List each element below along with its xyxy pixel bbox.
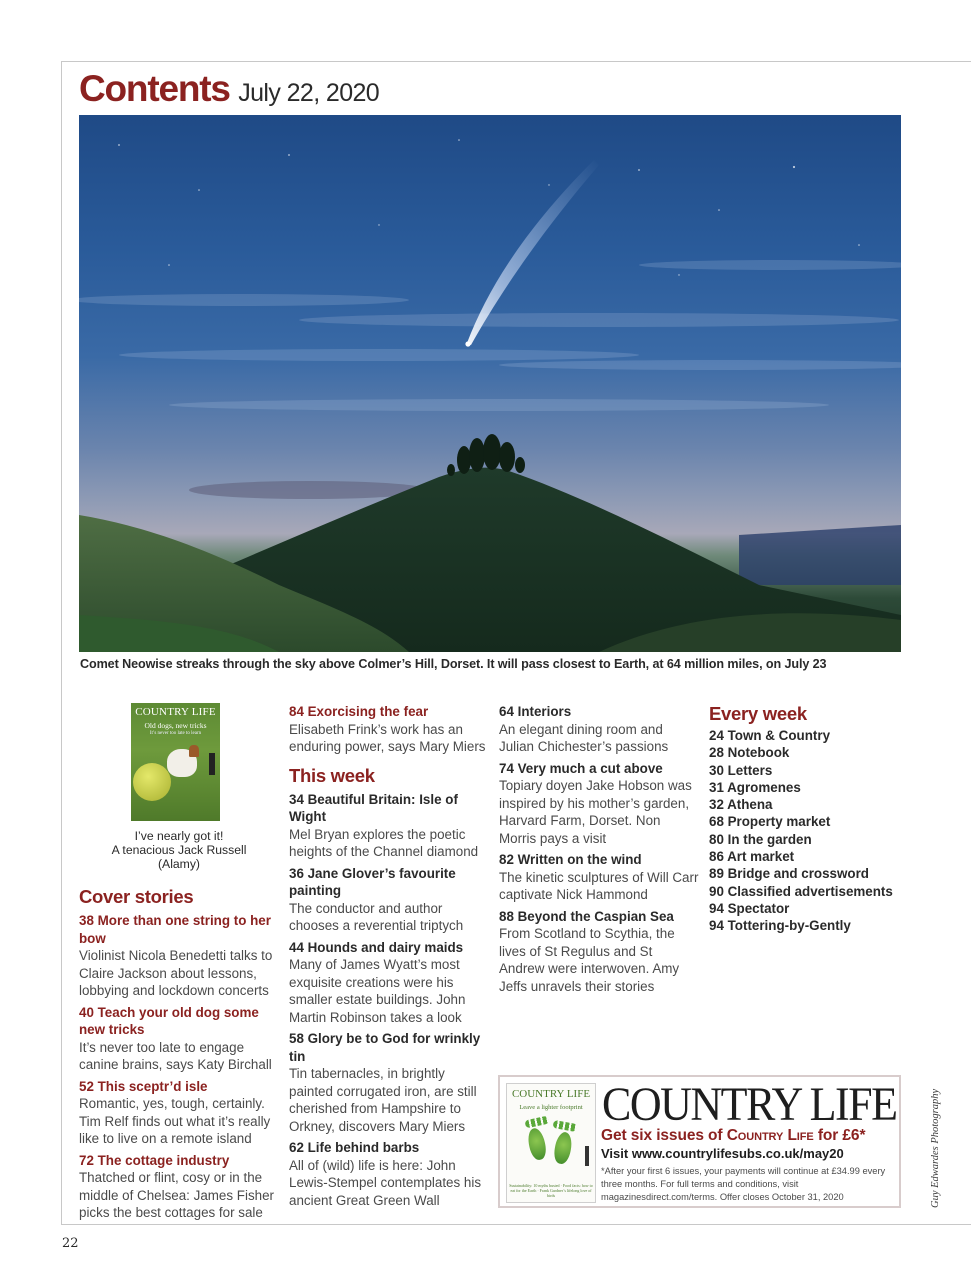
cover-thumbnail-caption [79,829,279,871]
section-heading-every-week: Every week [709,703,807,724]
every-week-item[interactable]: 30 Letters [709,762,773,778]
page-number: 22 [62,1236,79,1251]
barcode-icon [585,1146,589,1166]
ad-cover-footer: Sustainability: 10 myths busted · Food facts: how to eat for the Earth · Frank Gardner’s lifelong love of birds [509,1183,593,1198]
every-week-item[interactable]: 90 Classified advertisements [709,883,893,899]
caption-line: I’ve nearly got it! [134,829,224,843]
contents-entry[interactable] [79,912,279,1000]
column-every-week [709,703,909,935]
hero-photo [79,115,901,652]
cover-subhead: It’s never too late to learn [149,731,202,736]
comet-landscape-illustration [79,115,901,652]
entry-description: Tin tabernacles, in brightly painted corrugated iron, are still cherished from Hampshire to Orkney, discovers Mary Miers [289,1066,477,1134]
every-week-item[interactable]: 68 Property market [709,814,831,830]
ball-icon [133,763,171,801]
entry-description: Many of James Wyatt’s most exquisite creations were his smaller estate buildings. John Martin Robinson takes a look [289,957,466,1025]
issue-date: July 22, 2020 [238,79,380,107]
entry-title[interactable]: 58 Glory be to God for wrinkly tin [289,1031,481,1064]
contents-entry[interactable] [499,851,699,904]
contents-entry[interactable] [289,703,489,756]
contents-entry[interactable] [289,1139,489,1209]
entry-description: The conductor and author chooses a reverential triptych [289,900,464,933]
entry-description: Mel Bryan explores the poetic heights of the Channel diamond [289,826,479,859]
every-week-item[interactable]: 94 Tottering-by-Gently [709,918,851,934]
footprint-toes-icon [552,1120,577,1132]
entry-description: It’s never too late to engage canine brains, says Katy Birchall [79,1039,272,1072]
contents-entry[interactable] [79,1152,279,1222]
entry-description: An elegant dining room and Julian Chichester’s passions [499,721,669,754]
entry-title[interactable]: 36 Jane Glover’s favourite painting [289,865,456,898]
entry-title[interactable]: 82 Written on the wind [499,852,642,867]
magazine-cover-thumbnail[interactable] [131,703,220,821]
entry-title[interactable]: 44 Hounds and dairy maids [289,939,464,955]
contents-entry[interactable] [79,1078,279,1148]
every-week-item[interactable]: 86 Art market [709,849,795,865]
contents-entry[interactable] [289,865,489,935]
entry-description: Romantic, yes, tough, certainly. Tim Relf finds out what it’s really like to live on a remote island [79,1096,271,1146]
ad-cover-masthead: COUNTRY LIFE [511,1088,591,1100]
hero-caption: Comet Neowise streaks through the sky above Colmer’s Hill, Dorset. It will pass closest to Earth, at 64 million miles, on July 23 [80,657,827,671]
page-header [79,68,379,110]
ad-masthead: COUNTRY LIFE [602,1077,897,1131]
entry-title[interactable]: 52 This sceptr’d isle [79,1078,208,1094]
offer-suffix: for £6* [813,1127,866,1144]
every-week-list [709,727,909,935]
entry-description: Violinist Nicola Benedetti talks to Claire Jackson about lessons, lobbying and lockdown concerts [79,948,273,998]
entry-description: Topiary doyen Jake Hobson was inspired by his mother’s garden, Harvard Farm, Dorset. Non Morris pays a visit [499,778,692,846]
caption-line: (Alamy) [158,857,200,871]
ad-offer [601,1127,865,1145]
contents-entry[interactable] [289,1030,489,1135]
offer-prefix: Get six issues of [601,1127,727,1144]
column-cover-stories [79,703,279,1222]
entry-description: Elisabeth Frink’s work has an enduring power, says Mary Miers [289,721,486,754]
ad-magazine-cover [506,1083,596,1203]
entry-description: Thatched or flint, cosy or in the middle of Chelsea: James Fisher picks the best cottages for sale [79,1170,274,1220]
every-week-item[interactable]: 31 Agromenes [709,779,801,795]
entry-title[interactable]: 40 Teach your old dog some new tricks [79,1004,259,1037]
subscription-link[interactable]: Visit www.countrylifesubs.co.uk/may20 [601,1146,844,1161]
entry-title[interactable]: 72 The cottage industry [79,1152,230,1168]
contents-entry[interactable] [499,703,699,756]
column-this-week-2 [499,703,699,995]
photo-credit: Guy Edwardes Photography [930,1088,941,1208]
contents-entry[interactable] [499,760,699,848]
entry-title[interactable]: 84 Exorcising the fear [289,704,429,719]
every-week-item[interactable]: 80 In the garden [709,831,812,847]
cover-masthead: COUNTRY LIFE [135,706,216,718]
subscription-ad[interactable] [498,1075,901,1208]
every-week-item[interactable]: 24 Town & Country [709,728,831,743]
page-title: Contents [79,68,230,109]
entry-title[interactable]: 74 Very much a cut above [499,760,663,776]
entry-title[interactable]: 64 Interiors [499,704,572,719]
entry-title[interactable]: 88 Beyond the Caspian Sea [499,908,674,924]
ad-cover-tagline: Leave a lighter footprint [519,1104,583,1111]
every-week-item[interactable]: 28 Notebook [709,745,790,761]
caption-line: A tenacious Jack Russell [111,843,247,857]
entry-description: All of (wild) life is here: John Lewis-Stempel contemplates his ancient Great Green Wall [289,1157,482,1208]
column-this-week-1 [289,703,489,1209]
section-heading-cover-stories: Cover stories [79,886,194,907]
dog-ear-shape [189,745,199,757]
contents-entry[interactable] [499,908,699,996]
footprint-toes-icon [524,1116,549,1129]
entry-title[interactable]: 34 Beautiful Britain: Isle of Wight [289,791,458,824]
offer-brand: Country Life [726,1127,814,1144]
footprint-icon [526,1127,548,1162]
footprint-icon [552,1131,573,1165]
entry-description: The kinetic sculptures of Will Carr captivate Nick Hammond [499,869,699,902]
every-week-item[interactable]: 94 Spectator [709,900,790,916]
contents-entry[interactable] [289,791,489,861]
barcode-icon [209,753,215,775]
entry-title[interactable]: 62 Life behind barbs [289,1140,420,1155]
contents-entry[interactable] [79,1004,279,1074]
entry-description: From Scotland to Scythia, the lives of St Regulus and St Andrew were interwoven. Amy Jeffs unravels their stories [499,926,680,994]
entry-title[interactable]: 38 More than one string to her bow [79,913,271,946]
ad-terms: *After your first 6 issues, your payments will continue at £34.99 every three months. For full terms and conditions, visit magazinesdirect.com/terms. Offer closes October 31, 2020 [601,1166,886,1202]
cover-headline: Old dogs, new tricks [144,721,207,730]
section-heading-this-week: This week [289,764,375,786]
every-week-item[interactable]: 32 Athena [709,797,773,813]
contents-entry[interactable] [289,939,489,1027]
every-week-item[interactable]: 89 Bridge and crossword [709,866,869,882]
